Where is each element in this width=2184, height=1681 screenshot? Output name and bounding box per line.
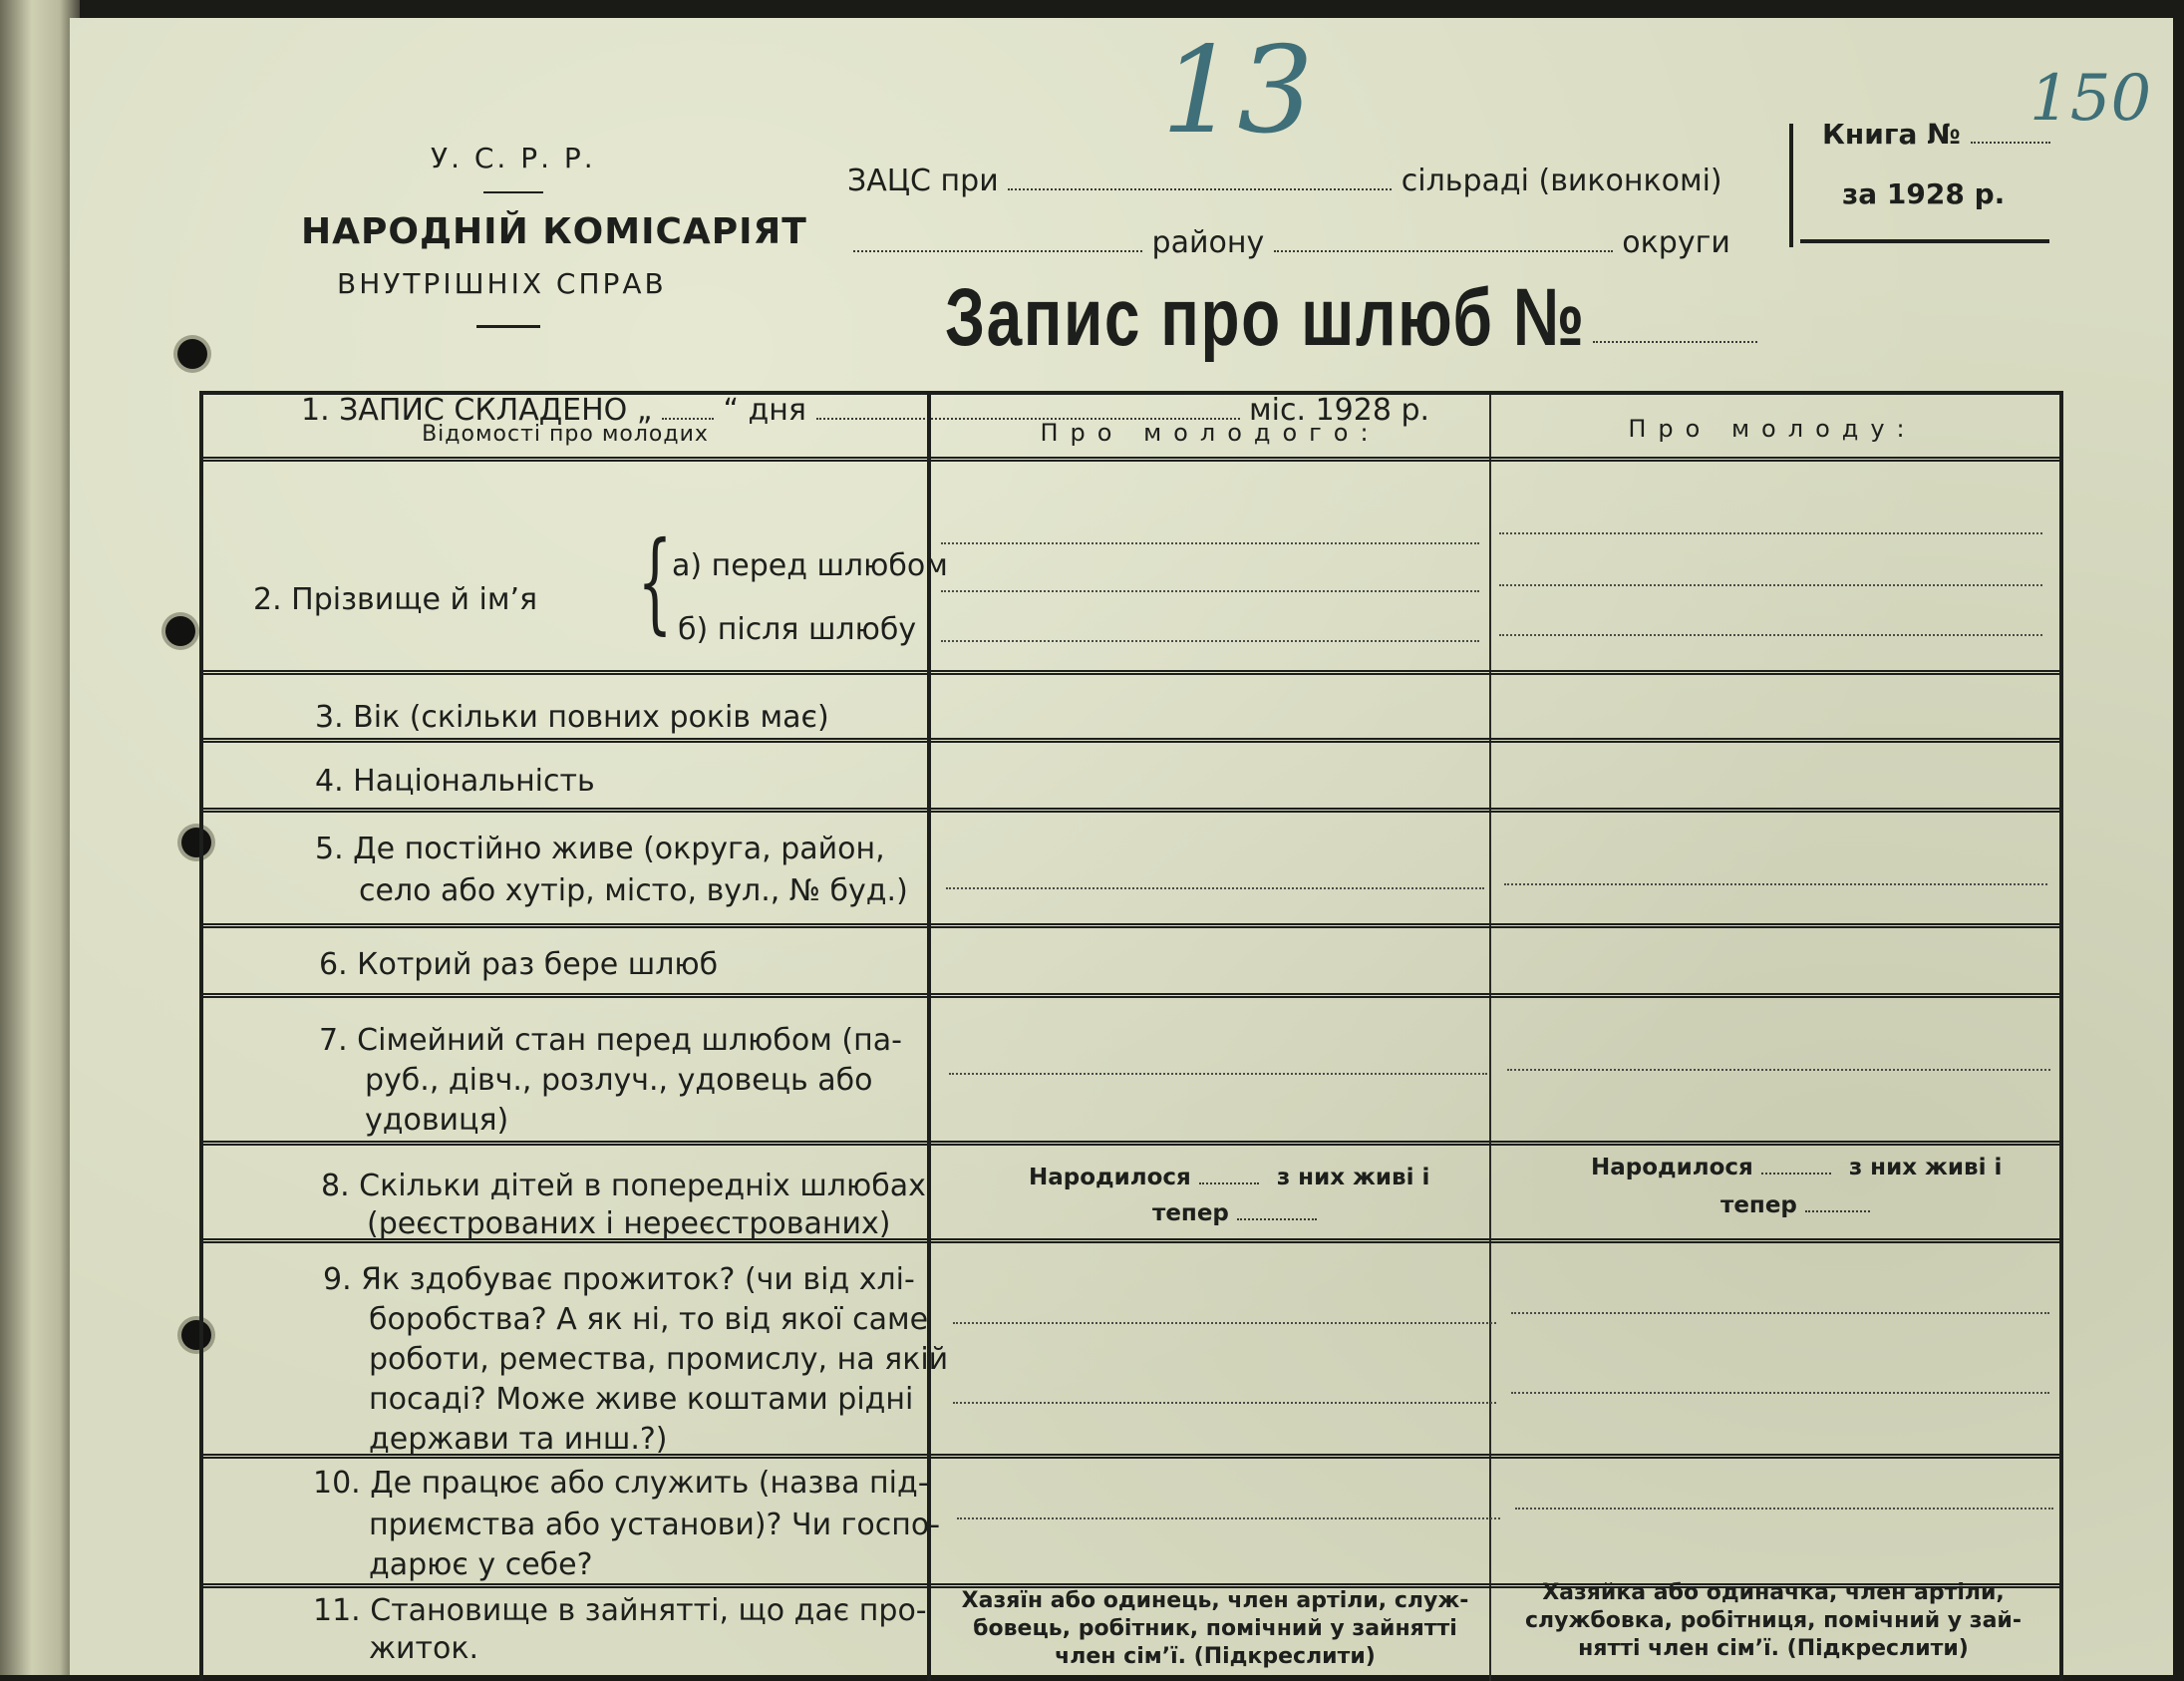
row10-label-3: дарює у себе? xyxy=(369,1547,593,1582)
groom-alive-field[interactable] xyxy=(1237,1218,1317,1220)
row7-label-3: удовиця) xyxy=(365,1103,509,1138)
row11-label-2: житок. xyxy=(369,1631,479,1666)
book-line xyxy=(1822,118,2050,151)
bride-children-line2 xyxy=(1720,1190,1870,1220)
republic-label: У. С. Р. Р. xyxy=(431,142,596,174)
row9-label-4: посаді? Може живе коштами рідні xyxy=(369,1382,914,1417)
record-month-year: міс. 1928 р. xyxy=(1249,393,1430,428)
col-header-groom: Про молодого: xyxy=(1040,419,1381,447)
row11-label-1: 11. Становище в зайнятті, що дає про- xyxy=(313,1593,927,1628)
row9-label-5: держави та инш.?) xyxy=(369,1422,668,1457)
row8-label-2: (реєстрованих і нереєстрованих) xyxy=(367,1206,891,1241)
col-header-info: Відомості про молодих xyxy=(422,422,709,447)
bride-field-line[interactable] xyxy=(1499,584,2042,586)
bride-field-line[interactable] xyxy=(1504,883,2047,885)
district-label: району xyxy=(1151,225,1265,260)
row4-label: 4. Національність xyxy=(315,764,595,799)
commissariat-label: НАРОДНІЙ КОМІСАРІЯТ xyxy=(301,211,807,252)
book-box-rule xyxy=(1789,124,1793,247)
row7-label-2: руб., дівч., розлуч., удовець або xyxy=(365,1063,873,1098)
bride-born-label: Народилося xyxy=(1591,1155,1753,1180)
bride-occupation-options[interactable] xyxy=(1493,1579,2053,1663)
bride-occupation-line1: Хазяйка або одиначка, член артіли, xyxy=(1542,1580,2005,1605)
record-quote: “ дня xyxy=(723,393,806,428)
binder-hole xyxy=(165,616,195,646)
row7-label-1: 7. Сімейний стан перед шлюбом (па- xyxy=(319,1023,902,1058)
marriage-record-table xyxy=(199,391,2063,1681)
zags-line xyxy=(847,164,1722,198)
bride-children-line1 xyxy=(1591,1153,2002,1182)
row-divider xyxy=(203,923,2059,928)
groom-field-line[interactable] xyxy=(941,542,1479,544)
record-label: 1. ЗАПИС СКЛАДЕНО „ xyxy=(301,393,653,428)
bride-occupation-line3: нятті член сім’ї. (Підкреслити) xyxy=(1578,1636,1969,1661)
bride-alive-label: з них живі і xyxy=(1848,1155,2003,1180)
groom-occupation-line2: бовець, робітник, помічний у зайнятті xyxy=(973,1616,1457,1641)
okrug-field[interactable] xyxy=(1274,250,1613,252)
bride-now-label: тепер xyxy=(1720,1192,1797,1218)
row6-label: 6. Котрий раз бере шлюб xyxy=(319,947,719,982)
handwritten-page-number: 13 xyxy=(1161,22,1314,161)
groom-field-line[interactable] xyxy=(953,1322,1496,1324)
year-label: за 1928 р. xyxy=(1842,177,2006,210)
zags-suffix: сільраді (виконкомі) xyxy=(1401,164,1722,198)
bride-field-line[interactable] xyxy=(1507,1069,2050,1071)
row-divider xyxy=(203,1238,2059,1243)
district-line xyxy=(853,225,1730,260)
handwritten-book-number: 150 xyxy=(2029,62,2152,136)
row3-label: 3. Вік (скільки повних років має) xyxy=(315,700,829,735)
bride-field-line[interactable] xyxy=(1515,1508,2053,1510)
header-rule xyxy=(483,191,543,193)
groom-field-line[interactable] xyxy=(953,1402,1496,1404)
binder-hole xyxy=(177,339,207,369)
row9-label-2: боробства? А як ні, то від якої саме xyxy=(369,1302,929,1337)
row-divider xyxy=(203,808,2059,813)
groom-occupation-line3: член сім’ї. (Підкреслити) xyxy=(1055,1644,1376,1669)
bride-field-line[interactable] xyxy=(1511,1312,2049,1314)
row9-label-3: роботи, ремества, промислу, на якій xyxy=(369,1342,949,1377)
groom-now-label: тепер xyxy=(1152,1200,1229,1226)
row5-label-2: село або хутір, місто, вул., № буд.) xyxy=(359,873,908,908)
row-divider xyxy=(203,457,2059,462)
department-label: ВНУТРІШНІХ СПРАВ xyxy=(337,267,667,300)
column-divider xyxy=(1489,395,1491,1681)
book-box-underline xyxy=(1800,239,2049,243)
header-rule xyxy=(476,325,540,328)
brace-icon: { xyxy=(637,517,673,645)
groom-field-line[interactable] xyxy=(946,887,1484,889)
row2-label: 2. Прізвище й ім’я xyxy=(253,582,538,617)
bride-field-line[interactable] xyxy=(1499,532,2042,534)
row5-label-1: 5. Де постійно живе (округа, район, xyxy=(315,832,885,866)
groom-children-line2 xyxy=(1152,1198,1317,1228)
village-council-field[interactable] xyxy=(1008,188,1392,190)
bride-alive-field[interactable] xyxy=(1805,1210,1870,1212)
row8-label-1: 8. Скільки дітей в попередніх шлюбах xyxy=(321,1169,926,1203)
groom-alive-label: з них живі і xyxy=(1276,1165,1430,1190)
row-divider xyxy=(203,993,2059,998)
book-label: Книга № xyxy=(1822,118,1961,151)
row9-label-1: 9. Як здобуває прожиток? (чи від хлі- xyxy=(323,1262,915,1297)
zags-prefix: ЗАЦС при xyxy=(847,164,999,198)
row10-label-1: 10. Де працює або служить (назва під- xyxy=(313,1466,929,1501)
record-number-field[interactable] xyxy=(1593,311,1757,343)
row10-label-2: приємства або установи)? Чи госпо- xyxy=(369,1508,941,1542)
okrug-label: округи xyxy=(1622,225,1730,260)
bride-field-line[interactable] xyxy=(1511,1392,2049,1394)
groom-children-line1 xyxy=(1029,1163,1429,1192)
row-divider xyxy=(203,1454,2059,1459)
row-divider xyxy=(203,670,2059,675)
row-divider xyxy=(203,738,2059,743)
bride-field-line[interactable] xyxy=(1499,634,2042,636)
groom-born-label: Народилося xyxy=(1029,1165,1191,1190)
groom-occupation-options[interactable] xyxy=(931,1587,1499,1671)
groom-field-line[interactable] xyxy=(949,1073,1487,1075)
district-field[interactable] xyxy=(853,250,1142,252)
bride-occupation-line2: службовка, робітниця, помічний у зай- xyxy=(1525,1608,2022,1633)
col-header-bride: Про молоду: xyxy=(1628,415,1917,443)
groom-occupation-line1: Хазяїн або одинець, член артіли, служ- xyxy=(961,1588,1469,1613)
row2-after: б) після шлюбу xyxy=(678,612,917,647)
row2-before: а) перед шлюбом xyxy=(672,548,948,583)
record-title: Запис про шлюб № xyxy=(945,272,1586,363)
groom-field-line[interactable] xyxy=(941,640,1479,642)
groom-field-line[interactable] xyxy=(941,590,1479,592)
row-divider xyxy=(203,1141,2059,1146)
bride-born-field[interactable] xyxy=(1761,1173,1831,1175)
groom-born-field[interactable] xyxy=(1199,1182,1259,1184)
book-number-field[interactable] xyxy=(1971,142,2050,144)
groom-field-line[interactable] xyxy=(957,1517,1500,1519)
